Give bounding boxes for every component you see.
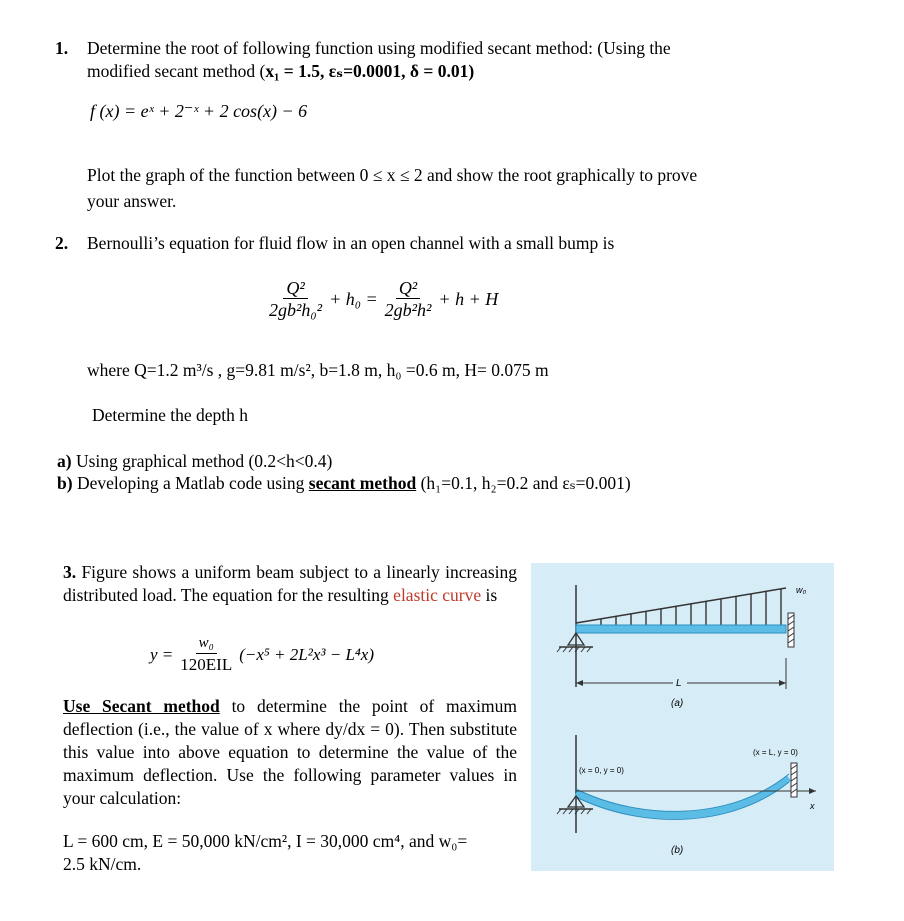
label-w0: w₀ [796, 585, 807, 595]
label-a: (a) [671, 698, 684, 709]
label-b: (b) [671, 845, 684, 856]
parameter-values-line2: 2.5 kN/cm. [63, 854, 142, 874]
question-2-intro: Bernoulli’s equation for fluid flow in an open channel with a small bump is [87, 233, 615, 253]
part-b: b) Developing a Matlab code using secant method (h₁=0.1, h₂=0.2 and εₛ=0.001) [57, 473, 631, 493]
plot-instruction-line2: your answer. [87, 191, 177, 211]
beam-figure-svg [531, 563, 834, 871]
determine-depth: Determine the depth h [92, 405, 248, 425]
label-x: x [810, 801, 815, 811]
plot-instruction-line1: Plot the graph of the function between 0 ≤ x ≤ 2 and show the root graphically to prove [87, 165, 698, 185]
eq-right-fraction: $\frac{\text{Q²}}{\text{2gb²h²}}$ [384, 278, 432, 320]
beam-a-body [576, 625, 786, 633]
question-1-number: 1. [55, 38, 69, 58]
question-3-instructions: Use Secant method to determine the point of maximum deflection (i.e., the value of x where dy/dx = 0). Then substitute this value into above equation to determine the value of the maximum deflection. Use the following parameter values in your calculation: [63, 696, 517, 808]
question-1-line1: Determine the root of following function using modified secant method: (Using the [87, 38, 671, 58]
given-values: where Q=1.2 m³/s , g=9.81 m/s², b=1.8 m, h₀ =0.6 m, H= 0.075 m [87, 360, 549, 380]
elastic-curve-term: elastic curve [393, 585, 482, 605]
use-secant-method-emphasis: Use Secant method [63, 696, 220, 716]
beam-figure [531, 563, 834, 871]
secant-method-emphasis: secant method [308, 473, 417, 493]
eq-left-fraction: $\frac{\text{Q²}}{\text{2gb²h₀²}}$ [269, 278, 323, 320]
label-left-bc: (x = 0, y = 0) [579, 766, 624, 775]
label-right-bc: (x = L, y = 0) [753, 748, 798, 757]
question-1-line2: modified secant method (x₁ = 1.5, εₛ=0.0001, δ = 0.01) [87, 61, 475, 81]
question-3-text: 3. Figure shows a uniform beam subject to a linearly increasing distributed load. The equation for the resulting elastic curve is [63, 562, 517, 605]
bernoulli-equation: $\frac{\text{Q²}}{\text{2gb²h₀²}}$ + h₀ = $\frac{\text{Q²}}{\text{2gb²h²}}$ + h + H [262, 278, 498, 321]
parameter-values-line1: L = 600 cm, E = 50,000 kN/cm², I = 30,000 cm⁴, and w₀= [63, 831, 468, 851]
label-L: L [676, 678, 682, 689]
question-2-number: 2. [55, 233, 69, 253]
part-a: a) Using graphical method (0.2<h<0.4) [57, 451, 333, 471]
eq-q3-fraction: $\frac{\text{w₀}}{\text{120EIL}}$ [180, 635, 233, 674]
elastic-curve-equation: y = $\frac{\text{w₀}}{\text{120EIL}}$ (−x⁵ + 2L²x³ − L⁴x) [150, 635, 375, 674]
function-equation: f (x) = eˣ + 2⁻ˣ + 2 cos(x) − 6 [90, 101, 308, 121]
question-1-params: x₁ = 1.5, εₛ=0.0001, δ = 0.01) [265, 61, 475, 81]
